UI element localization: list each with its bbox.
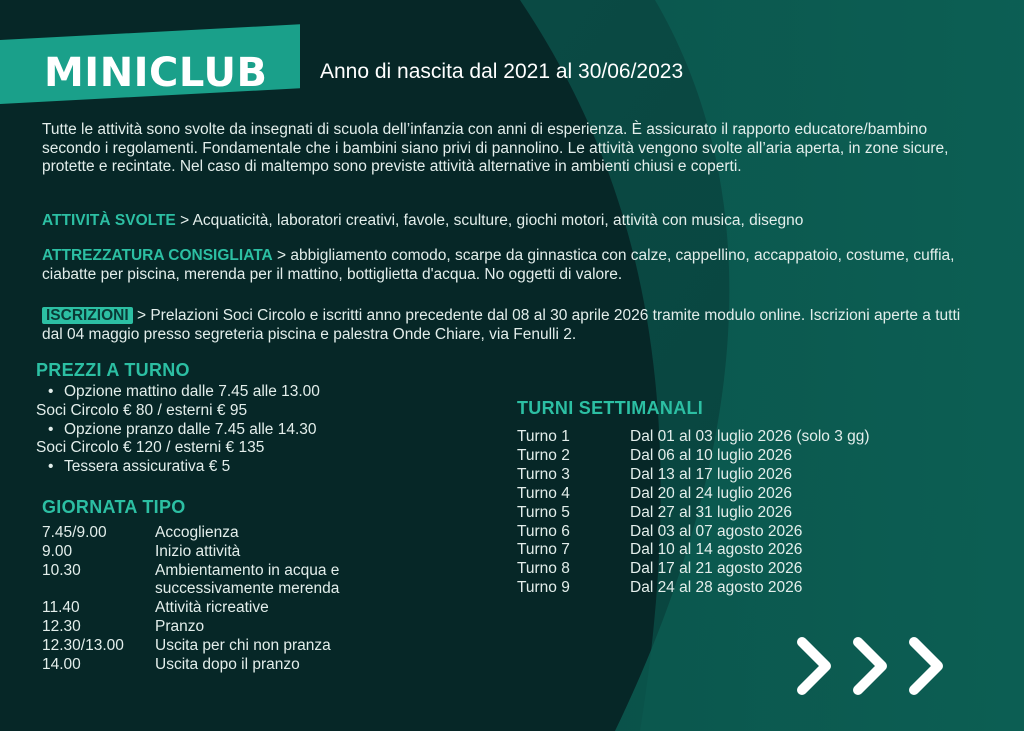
turno-row bbox=[517, 428, 957, 447]
turno-name: Turno 6 bbox=[517, 522, 570, 540]
schedule-time: 11.40 bbox=[42, 599, 80, 617]
turno-row bbox=[517, 447, 957, 466]
turno-dates: Dal 17 al 21 agosto 2026 bbox=[630, 560, 803, 578]
price-option: • Tessera assicurativa € 5 bbox=[36, 458, 436, 477]
price-line: Soci Circolo € 120 / esterni € 135 bbox=[36, 439, 265, 457]
day-heading: GIORNATA TIPO bbox=[42, 497, 186, 517]
registration-label: ISCRIZIONI bbox=[42, 307, 133, 324]
schedule-row bbox=[42, 599, 442, 618]
triple-chevron-right-icon bbox=[794, 634, 956, 698]
turni-list bbox=[517, 428, 957, 598]
schedule-row bbox=[42, 618, 442, 637]
turno-name: Turno 4 bbox=[517, 484, 570, 502]
turno-row bbox=[517, 485, 957, 504]
equipment-label: ATTREZZATURA CONSIGLIATA bbox=[42, 247, 273, 264]
turno-row bbox=[517, 466, 957, 485]
activities-label: ATTIVITÀ SVOLTE bbox=[42, 212, 176, 229]
turno-row bbox=[517, 504, 957, 523]
schedule-activity: Attività ricreative bbox=[155, 599, 269, 617]
price-option: • Opzione pranzo dalle 7.45 alle 14.30 bbox=[36, 421, 436, 440]
schedule-activity: Uscita dopo il pranzo bbox=[155, 655, 300, 673]
page-title: MINICLUB bbox=[44, 50, 268, 96]
activities-text: > Acquaticità, laboratori creativi, favole, sculture, giochi motori, attività con musica, disegno bbox=[175, 212, 804, 229]
prices-list bbox=[36, 383, 436, 477]
schedule-row bbox=[42, 656, 442, 675]
schedule-row bbox=[42, 562, 442, 600]
turno-name: Turno 2 bbox=[517, 446, 570, 464]
turno-dates: Dal 20 al 24 luglio 2026 bbox=[630, 484, 793, 502]
turno-name: Turno 7 bbox=[517, 541, 570, 559]
schedule-time: 10.30 bbox=[42, 561, 81, 579]
schedule-activity: Uscita per chi non pranza bbox=[155, 636, 331, 654]
turno-dates: Dal 27 al 31 luglio 2026 bbox=[630, 503, 793, 521]
schedule-activity: Ambientamento in acqua e successivamente merenda bbox=[155, 561, 340, 598]
schedule-time: 12.30/13.00 bbox=[42, 636, 124, 654]
turno-name: Turno 8 bbox=[517, 560, 570, 578]
registration-line bbox=[42, 306, 982, 344]
equipment-line bbox=[42, 246, 982, 284]
schedule-time: 14.00 bbox=[42, 655, 81, 673]
schedule-time: 9.00 bbox=[42, 542, 73, 560]
turno-dates: Dal 10 al 14 agosto 2026 bbox=[630, 541, 803, 559]
turno-name: Turno 3 bbox=[517, 465, 570, 483]
schedule-row bbox=[42, 637, 442, 656]
activities-line bbox=[42, 211, 982, 230]
turno-name: Turno 9 bbox=[517, 579, 570, 597]
intro-paragraph: Tutte le attività sono svolte da insegnati di scuola dell’infanzia con anni di esperienza. È assicurato il rapporto educatore/bambino secondo i regolamenti. Fondamentale che i bambini siano privi di pannolino. Le attività vengono svolte all’aria aperta, in zone sicure, protette e recintate. Nel caso di maltempo sono previste attività alternative in ambienti chiusi e coperti. bbox=[42, 121, 949, 175]
turno-dates: Dal 01 al 03 luglio 2026 (solo 3 gg) bbox=[630, 428, 870, 445]
schedule-time: 7.45/9.00 bbox=[42, 524, 107, 541]
equipment-text: > abbigliamento comodo, scarpe da ginnastica con calze, cappellino, accappatoio, costume, cuffia, ciabatte per piscina, merenda per il mattino, bottiglietta d'acqua. No oggetti di valore. bbox=[42, 247, 955, 283]
turno-row bbox=[517, 579, 957, 598]
schedule-row bbox=[42, 524, 442, 543]
schedule-activity: Accoglienza bbox=[155, 524, 239, 541]
schedule-activity: Pranzo bbox=[155, 617, 205, 635]
prices-heading: PREZZI A TURNO bbox=[36, 360, 190, 380]
schedule-row bbox=[42, 543, 442, 562]
registration-text: > Prelazioni Soci Circolo e iscritti anno precedente dal 08 al 30 aprile 2026 tramite modulo online. Iscrizioni aperte a tutti dal 04 maggio presso segreteria piscina e palestra Onde Chiare, via Fenulli 2. bbox=[42, 307, 961, 343]
turno-row bbox=[517, 541, 957, 560]
turno-dates: Dal 13 al 17 luglio 2026 bbox=[630, 465, 793, 483]
schedule-activity: Inizio attività bbox=[155, 542, 241, 560]
price-option: • Opzione mattino dalle 7.45 alle 13.00 bbox=[36, 383, 436, 402]
day-schedule bbox=[42, 524, 442, 674]
turno-dates: Dal 03 al 07 agosto 2026 bbox=[630, 522, 803, 540]
turno-dates: Dal 06 al 10 luglio 2026 bbox=[630, 446, 793, 464]
price-line: Soci Circolo € 80 / esterni € 95 bbox=[36, 401, 248, 419]
turno-row bbox=[517, 560, 957, 579]
turno-row bbox=[517, 523, 957, 542]
schedule-time: 12.30 bbox=[42, 617, 81, 635]
turno-name: Turno 5 bbox=[517, 503, 570, 521]
page-subtitle: Anno di nascita dal 2021 al 30/06/2023 bbox=[320, 60, 684, 83]
turni-heading: TURNI SETTIMANALI bbox=[517, 398, 704, 418]
turno-dates: Dal 24 al 28 agosto 2026 bbox=[630, 579, 803, 597]
turno-name: Turno 1 bbox=[517, 428, 570, 445]
